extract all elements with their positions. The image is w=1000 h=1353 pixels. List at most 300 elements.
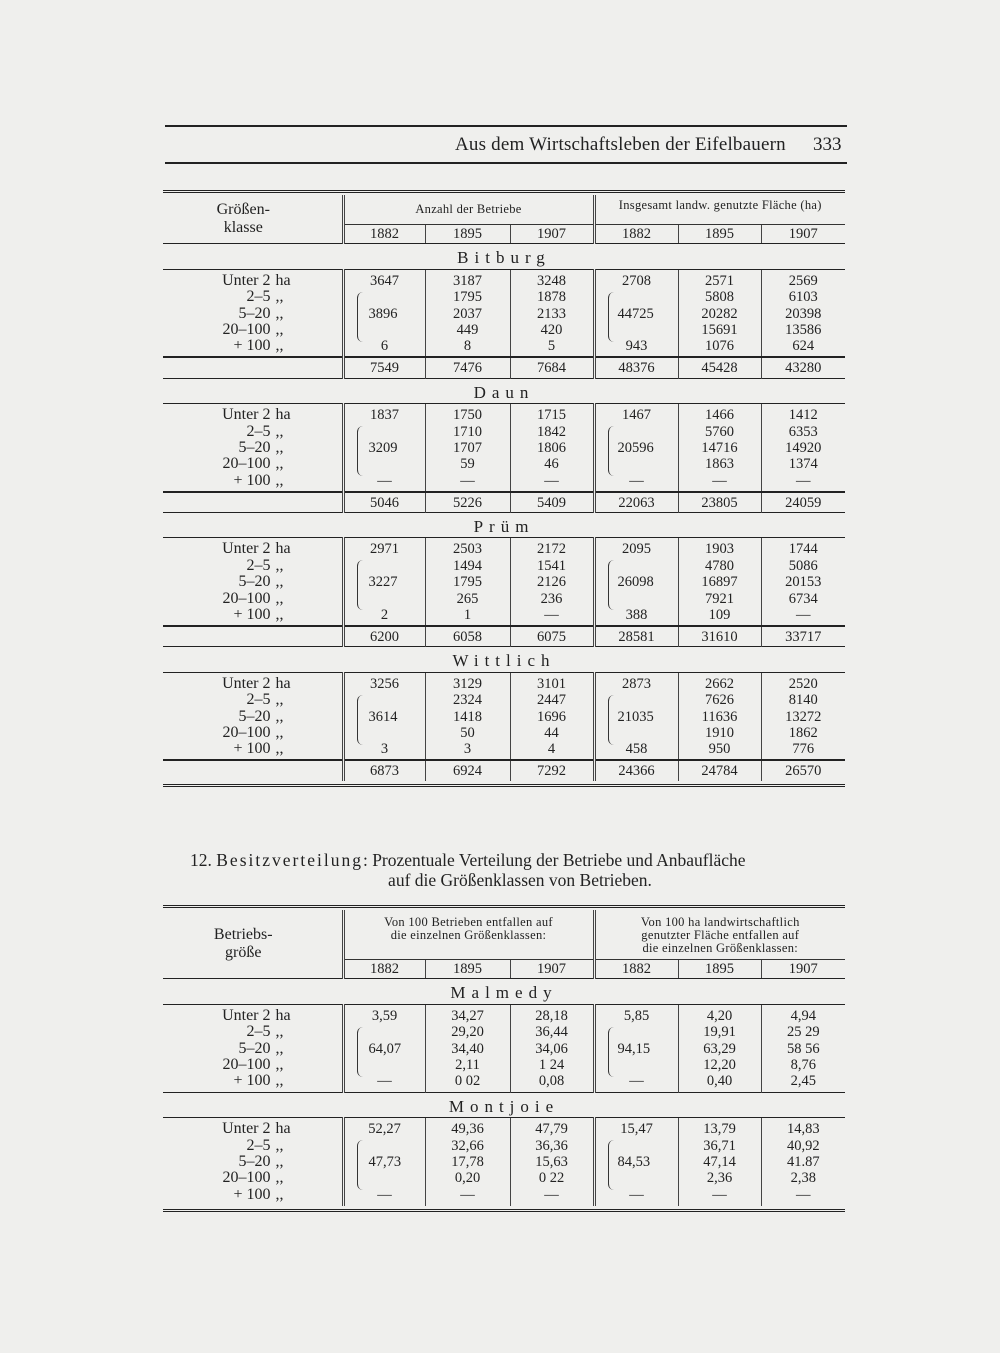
total-cell: 5046 [343, 492, 425, 513]
value-cell: 36,44 [535, 1024, 568, 1041]
size-class-unit: ,, [275, 1153, 284, 1171]
size-class-labels [163, 1004, 343, 1092]
value-cell: 12,20 [703, 1056, 736, 1073]
col-1907 [510, 404, 594, 492]
size-class-label: Unter 2 [222, 1006, 271, 1024]
value-cell: 25 29 [786, 1024, 820, 1041]
value-cell: 2447 [537, 692, 566, 709]
col-1882 [594, 672, 678, 760]
year-header: 1907 [761, 225, 845, 244]
value-cell: 3256 [370, 675, 399, 692]
col-1882 [343, 1118, 425, 1206]
value-cell: 420 [540, 321, 563, 338]
value-cell: 3101 [537, 675, 566, 692]
size-class-row [163, 558, 300, 574]
total-cell: 7476 [425, 357, 510, 378]
size-class-label: + 100 [233, 1185, 271, 1203]
size-class-row [163, 591, 300, 607]
value-cell: 0 02 [454, 1073, 481, 1090]
brace-icon [357, 560, 364, 610]
value-cell: 17,78 [451, 1154, 484, 1170]
region-title: Wittlich [163, 647, 845, 672]
year-header: 1895 [425, 225, 510, 244]
size-class-unit: ,, [275, 723, 284, 741]
group-header-area: Insgesamt landw. genutzte Fläche (ha) [594, 195, 845, 225]
value-cell: — [377, 1186, 392, 1203]
value-cell: 6734 [788, 590, 818, 607]
region-title: Prüm [163, 513, 845, 538]
size-class-unit: ,, [275, 455, 284, 473]
col-1907 [761, 1118, 845, 1206]
table1-grid [163, 190, 845, 787]
size-class-label: 20–100 [222, 455, 271, 473]
value-cell: 1903 [705, 541, 734, 558]
value-cell: 2662 [705, 675, 734, 692]
col-1895 [678, 538, 761, 626]
value-cell: — [377, 472, 392, 489]
combined-value: 44725 [617, 305, 654, 322]
col-1907 [761, 1004, 845, 1092]
value-cell: 1 24 [538, 1056, 565, 1073]
header-top-rule [165, 125, 847, 127]
combined-value: 21035 [617, 708, 654, 725]
size-class-unit: ,, [275, 422, 284, 440]
value-cell: 1494 [453, 557, 482, 574]
size-class-row [163, 289, 300, 305]
value-cell: 52,27 [368, 1121, 401, 1138]
group-header-counts: Von 100 Betrieben entfallen auf die einzelnen Größenklassen: [343, 910, 594, 960]
col-1895 [678, 672, 761, 760]
value-cell: 1076 [705, 338, 734, 355]
value-cell: 49,36 [451, 1121, 484, 1138]
value-cell: — [796, 607, 811, 623]
value-cell: 458 [625, 741, 648, 758]
col-1882 [343, 269, 425, 357]
col-1895 [425, 269, 510, 357]
value-cell: — [544, 472, 559, 489]
size-class-row [163, 1073, 300, 1089]
size-class-label: 2–5 [246, 556, 271, 574]
region-title: Bitburg [163, 244, 845, 269]
col-1895 [678, 1004, 761, 1092]
caption-line2: auf die Größenklassen von Betrieben. [388, 870, 652, 890]
combined-value: 3614 [368, 708, 398, 725]
value-cell: — [460, 1186, 475, 1203]
col-1907 [510, 672, 594, 760]
value-cell: 6 [380, 338, 389, 355]
table-bottom-rule [163, 781, 845, 786]
group-header-area: Von 100 ha landwirtschaftlich genutzter Fläche entfallen auf die einzelnen Größenklassen: [594, 910, 845, 960]
size-class-unit: ,, [275, 1039, 284, 1057]
value-cell: 16897 [701, 574, 738, 591]
total-cell: 26570 [761, 760, 845, 780]
value-cell: 1466 [705, 407, 734, 424]
brace-icon [357, 1027, 364, 1077]
value-cell: 1806 [537, 439, 566, 456]
value-cell: 4,94 [790, 1007, 816, 1024]
region-title: Montjoie [163, 1092, 845, 1117]
size-class-label: + 100 [233, 337, 271, 355]
value-cell: — [629, 472, 644, 489]
col-1907 [761, 672, 845, 760]
combined-value: 47,73 [368, 1154, 402, 1171]
size-class-unit: ,, [275, 556, 284, 574]
size-class-label: Unter 2 [222, 271, 271, 289]
size-class-row [163, 273, 300, 289]
size-class-labels [163, 269, 343, 357]
value-cell: — [544, 1186, 559, 1203]
value-cell: 109 [708, 607, 731, 623]
brace-icon [357, 426, 364, 476]
value-cell: 2,45 [790, 1073, 816, 1090]
size-class-row [163, 306, 300, 322]
value-cell: 2,11 [455, 1056, 480, 1073]
size-class-unit: ,, [275, 304, 284, 322]
size-class-label: 2–5 [246, 691, 271, 709]
total-cell: 45428 [678, 357, 761, 378]
size-class-label: 20–100 [222, 1169, 271, 1187]
value-cell: 2 [380, 607, 389, 624]
size-class-label: Unter 2 [222, 1120, 271, 1138]
value-cell: 1 [463, 607, 472, 623]
year-header: 1907 [761, 960, 845, 979]
size-class-row [163, 322, 300, 338]
value-cell: 15,47 [620, 1121, 653, 1138]
value-cell: 2,36 [706, 1170, 733, 1187]
size-class-unit: ha [275, 406, 291, 424]
value-cell: 47,79 [535, 1121, 568, 1138]
total-cell: 33717 [761, 626, 845, 647]
total-cell: 31610 [678, 626, 761, 647]
col-1882 [343, 1004, 425, 1092]
size-class-label: 2–5 [246, 422, 271, 440]
value-cell: 29,20 [451, 1024, 484, 1041]
value-cell: 34,06 [535, 1040, 568, 1057]
column-label: Betriebs- größe [213, 926, 273, 962]
year-header: 1882 [343, 225, 425, 244]
year-header: 1895 [425, 960, 510, 979]
size-class-row [163, 741, 300, 757]
col-1907 [761, 269, 845, 357]
value-cell: 776 [792, 741, 815, 758]
size-class-unit: ha [275, 674, 291, 692]
total-label-cell [163, 357, 343, 378]
value-cell: 1467 [622, 407, 651, 424]
value-cell: 20282 [701, 305, 738, 322]
col-1895 [678, 404, 761, 492]
value-cell: 265 [456, 590, 479, 607]
value-cell: 2569 [788, 272, 818, 289]
col-1895 [425, 672, 510, 760]
value-cell: 3 [463, 741, 472, 758]
size-class-row [163, 1041, 300, 1057]
value-cell: — [460, 472, 475, 489]
size-class-unit: ,, [275, 288, 284, 306]
caption-keyword: Besitzverteilung [216, 850, 363, 870]
value-cell: — [544, 607, 559, 623]
size-class-row [163, 424, 300, 440]
size-class-labels [163, 538, 343, 626]
value-cell: 2172 [537, 541, 566, 558]
value-cell: 28,18 [535, 1007, 568, 1024]
size-class-row [163, 456, 300, 472]
value-cell: — [796, 472, 811, 489]
value-cell: 36,36 [535, 1137, 568, 1154]
value-cell: 2520 [788, 675, 818, 692]
value-cell: 19,91 [703, 1024, 736, 1041]
size-class-row [163, 1187, 300, 1203]
size-class-unit: ,, [275, 1072, 284, 1090]
size-class-row [163, 1024, 300, 1040]
size-class-unit: ,, [275, 471, 284, 489]
value-cell: — [712, 1186, 727, 1203]
value-cell: 41.87 [786, 1154, 820, 1170]
table-caption [190, 850, 830, 890]
size-class-unit: ,, [275, 438, 284, 456]
value-cell: 1750 [453, 407, 482, 424]
group-header-counts: Anzahl der Betriebe [343, 195, 594, 225]
size-class-label: Unter 2 [222, 540, 271, 558]
size-class-row [163, 574, 300, 590]
page-number: 333 [813, 134, 842, 155]
value-cell: 3187 [453, 272, 482, 289]
value-cell: 1910 [705, 724, 734, 741]
col-1907 [510, 538, 594, 626]
value-cell: 2571 [705, 272, 734, 289]
total-cell: 6873 [343, 760, 425, 780]
total-cell: 6075 [510, 626, 594, 647]
size-class-labels [163, 672, 343, 760]
size-class-labels [163, 404, 343, 492]
year-header: 1907 [510, 225, 594, 244]
value-cell: 14,83 [786, 1121, 820, 1138]
brace-icon [608, 292, 615, 342]
caption-number: 12. [190, 850, 212, 870]
brace-icon [608, 426, 615, 476]
value-cell: 5086 [788, 557, 818, 574]
value-cell: 20398 [785, 305, 822, 322]
col-1882 [343, 538, 425, 626]
value-cell: 1696 [537, 708, 566, 725]
value-cell: 6353 [788, 423, 818, 440]
size-class-row [163, 607, 300, 623]
value-cell: 449 [456, 321, 479, 338]
size-class-label: 5–20 [238, 707, 271, 725]
value-cell: 1541 [537, 557, 566, 574]
size-class-row [163, 407, 300, 423]
value-cell: 2873 [622, 675, 651, 692]
size-class-unit: ,, [275, 321, 284, 339]
brace-icon [608, 560, 615, 610]
value-cell: 1710 [453, 423, 482, 440]
value-cell: 4 [547, 741, 556, 758]
size-class-label: + 100 [233, 740, 271, 758]
value-cell: — [796, 1186, 811, 1203]
value-cell: 2126 [537, 574, 566, 591]
col-1882 [343, 404, 425, 492]
column-label: Größen- klasse [216, 201, 270, 237]
value-cell: 5 [547, 338, 556, 355]
value-cell: 7921 [705, 590, 734, 607]
size-class-label: 5–20 [238, 304, 271, 322]
brace-icon [357, 695, 364, 745]
value-cell: 34,40 [451, 1040, 484, 1057]
size-class-unit: ,, [275, 573, 284, 591]
caption-line1: : Prozentuale Verteilung der Betriebe und Anbaufläche [362, 850, 746, 870]
value-cell: 47,14 [703, 1154, 736, 1170]
size-class-row [163, 473, 300, 489]
total-cell: 23805 [678, 492, 761, 513]
value-cell: 8 [463, 338, 472, 355]
total-cell: 48376 [594, 357, 678, 378]
total-cell: 6924 [425, 760, 510, 780]
year-header: 1895 [678, 960, 761, 979]
year-header: 1882 [343, 960, 425, 979]
total-cell: 6200 [343, 626, 425, 647]
combined-value: 64,07 [368, 1040, 402, 1057]
value-cell: 4,20 [706, 1007, 733, 1024]
size-class-label: 20–100 [222, 723, 271, 741]
value-cell: — [629, 1186, 644, 1203]
value-cell: 13272 [785, 708, 822, 725]
col-1895 [425, 1118, 510, 1206]
value-cell: 5,85 [623, 1007, 650, 1024]
size-class-label: Unter 2 [222, 674, 271, 692]
value-cell: 3248 [537, 272, 566, 289]
size-class-label: 20–100 [222, 589, 271, 607]
total-cell: 5409 [510, 492, 594, 513]
size-class-row [163, 338, 300, 354]
size-class-labels [163, 1118, 343, 1206]
size-class-row [163, 1057, 300, 1073]
total-cell: 43280 [761, 357, 845, 378]
value-cell: 0,08 [538, 1073, 565, 1090]
value-cell: 2324 [453, 692, 482, 709]
value-cell: 1795 [453, 574, 482, 591]
value-cell: 3 [380, 741, 389, 758]
brace-icon [357, 292, 364, 342]
value-cell: 2037 [453, 305, 482, 322]
total-cell: 24784 [678, 760, 761, 780]
size-class-row [163, 709, 300, 725]
value-cell: 2971 [370, 541, 399, 558]
total-cell: 5226 [425, 492, 510, 513]
header-bottom-rule [165, 162, 847, 164]
size-class-unit: ha [275, 1120, 291, 1138]
value-cell: 950 [708, 741, 731, 758]
size-class-label: 5–20 [238, 1039, 271, 1057]
total-label-cell [163, 492, 343, 513]
total-label-cell [163, 760, 343, 780]
value-cell: 3129 [453, 675, 482, 692]
value-cell: 15,63 [535, 1154, 568, 1170]
size-class-label: 5–20 [238, 573, 271, 591]
table2-grid [163, 905, 845, 1212]
value-cell: 46 [544, 456, 559, 473]
value-cell: 1862 [788, 724, 818, 741]
col-1907 [510, 1004, 594, 1092]
value-cell: 34,27 [451, 1007, 484, 1024]
value-cell: 0,20 [454, 1170, 481, 1187]
col-1895 [425, 404, 510, 492]
size-class-label: 2–5 [246, 1023, 271, 1041]
value-cell: 1863 [705, 456, 734, 473]
size-class-unit: ,, [275, 1023, 284, 1041]
year-header: 1882 [594, 225, 678, 244]
total-cell: 24366 [594, 760, 678, 780]
total-cell: 7549 [343, 357, 425, 378]
col-1882 [594, 1004, 678, 1092]
size-class-label: 5–20 [238, 438, 271, 456]
size-class-row [163, 725, 300, 741]
value-cell: 5760 [705, 423, 734, 440]
region-title: Malmedy [163, 979, 845, 1004]
value-cell: 1744 [788, 541, 818, 558]
col-1907 [510, 269, 594, 357]
size-class-unit: ha [275, 540, 291, 558]
value-cell: 2,38 [790, 1170, 816, 1187]
size-class-row [163, 676, 300, 692]
value-cell: 1707 [453, 439, 482, 456]
size-class-row [163, 1170, 300, 1186]
combined-value: 3896 [368, 305, 398, 322]
value-cell: 2133 [537, 305, 566, 322]
size-class-unit: ,, [275, 1056, 284, 1074]
value-cell: 2095 [622, 541, 651, 558]
value-cell: 8,76 [790, 1056, 816, 1073]
size-class-unit: ,, [275, 1136, 284, 1154]
value-cell: 15691 [701, 321, 738, 338]
size-class-label: 2–5 [246, 1136, 271, 1154]
value-cell: 1715 [537, 407, 566, 424]
value-cell: 3647 [370, 272, 399, 289]
size-class-label: 20–100 [222, 321, 271, 339]
value-cell: 388 [625, 607, 648, 624]
size-class-unit: ,, [275, 691, 284, 709]
value-cell: 36,71 [703, 1137, 736, 1154]
total-cell: 7292 [510, 760, 594, 780]
combined-value: 84,53 [617, 1154, 651, 1171]
col-1907 [761, 404, 845, 492]
value-cell: — [629, 1073, 644, 1090]
total-cell: 22063 [594, 492, 678, 513]
col-1882 [594, 269, 678, 357]
value-cell: — [712, 472, 727, 489]
size-class-label: + 100 [233, 471, 271, 489]
value-cell: 624 [792, 338, 815, 355]
value-cell: 943 [625, 338, 648, 355]
combined-value: 20596 [617, 440, 654, 457]
size-class-row [163, 692, 300, 708]
region-title: Daun [163, 378, 845, 403]
value-cell: 32,66 [451, 1137, 484, 1154]
size-class-row [163, 1121, 300, 1137]
value-cell: 1795 [453, 289, 482, 306]
col-1895 [678, 1118, 761, 1206]
value-cell: 3,59 [371, 1007, 398, 1024]
size-class-unit: ,, [275, 589, 284, 607]
col-1882 [594, 538, 678, 626]
value-cell: 1837 [370, 407, 399, 424]
value-cell: — [377, 1073, 392, 1090]
col-1895 [678, 269, 761, 357]
size-class-row [163, 541, 300, 557]
size-class-row [163, 1008, 300, 1024]
brace-icon [357, 1140, 364, 1190]
value-cell: 20153 [785, 574, 822, 591]
brace-icon [608, 695, 615, 745]
value-cell: 13,79 [703, 1121, 736, 1138]
